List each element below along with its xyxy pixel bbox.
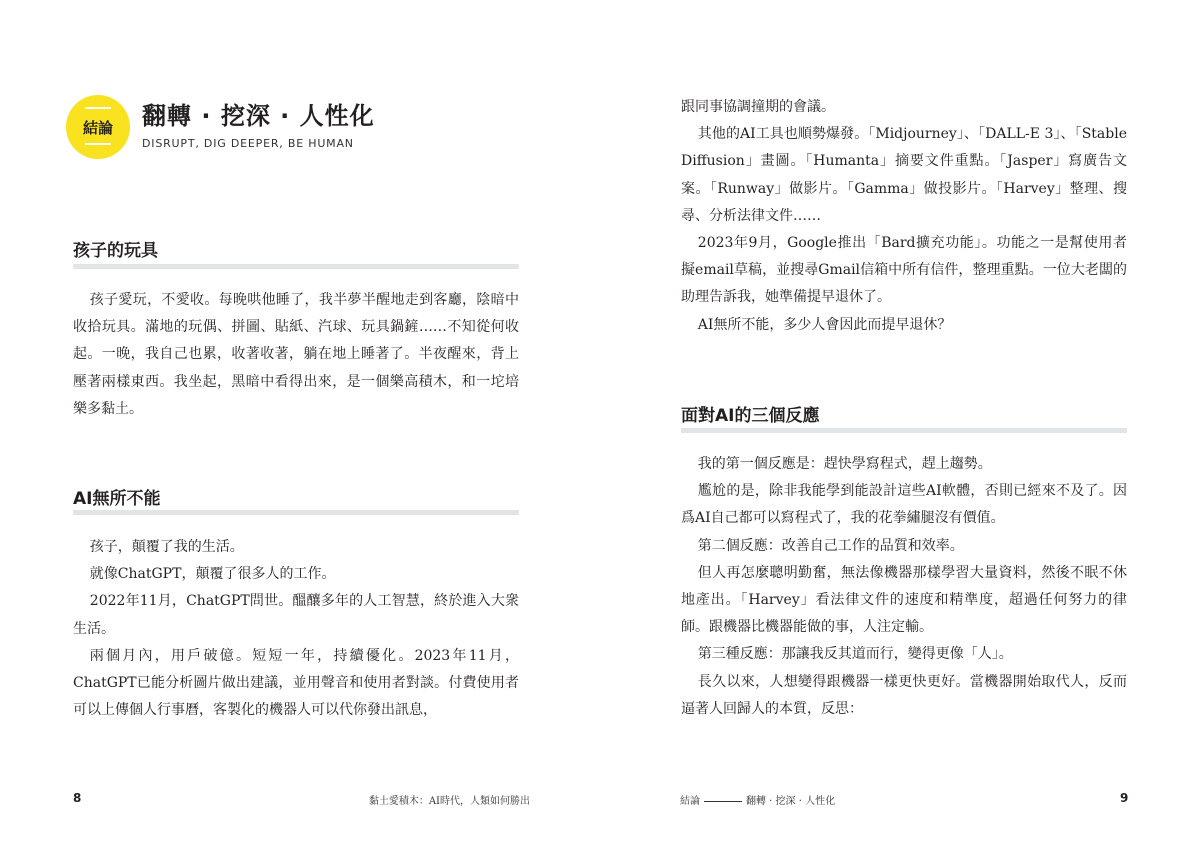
paragraph: 孩子愛玩，不愛收。每晚哄他睡了，我半夢半醒地走到客廳，陰暗中收拾玩具。滿地的玩偶、拼圖、貼紙、汽球、玩具鍋鏟……不知從何收起。一晚，我自己也累，收著收著，躺在地上睡著了。半夜醒來，背上壓著兩樣東西。我坐起，黑暗中看得出來，是一個樂高積木，和一坨培樂多黏土。 xyxy=(73,292,519,417)
section-body-ai-omnipotent xyxy=(73,534,519,724)
section-body-toys xyxy=(73,287,519,423)
running-head: 黏土愛積木：AI時代，人類如何勝出 xyxy=(368,796,530,807)
section-rule xyxy=(73,510,519,515)
chapter-subtitle: DISRUPT, DIG DEEPER, BE HUMAN xyxy=(142,137,354,150)
paragraph: 孩子，顛覆了我的生活。 xyxy=(89,539,244,555)
page-number: 9 xyxy=(1120,791,1129,805)
right-page xyxy=(600,0,1200,851)
section-heading-toys: 孩子的玩具 xyxy=(73,241,158,261)
chapter-title: 翻轉 · 挖深 · 人性化 xyxy=(142,102,375,130)
running-head-rule xyxy=(704,801,742,802)
page-number: 8 xyxy=(73,791,82,805)
badge-stripe-top xyxy=(85,107,111,109)
badge-label: 結論 xyxy=(82,119,113,137)
chapter-badge xyxy=(66,95,130,159)
running-head-chapter: 結論 xyxy=(680,796,700,807)
running-head-title: 翻轉 · 挖深 · 人性化 xyxy=(746,796,836,807)
paragraph: 第二個反應：改善自己工作的品質和效率。 xyxy=(697,537,964,554)
section-heading-ai-omnipotent: AI無所不能 xyxy=(73,489,161,509)
paragraph: AI無所不能，多少人會因此而提早退休？ xyxy=(697,316,952,333)
paragraph: 兩個月內，用戶破億。短短一年，持續優化。2023年11月，ChatGPT已能分析圖片做出建議，並用聲音和使用者對談。付費使用者可以上傳個人行事曆，客製化的機器人可以代你發出訊息， xyxy=(73,647,519,719)
paragraph: 我的第一個反應是：趕快學寫程式，趕上趨勢。 xyxy=(697,456,992,472)
paragraph: 就像ChatGPT，顛覆了很多人的工作。 xyxy=(89,566,336,583)
paragraph: 2023年9月，Google推出「Bard擴充功能」。功能之一是幫使用者擬email草稿，並搜尋Gmail信箱中所有信件，整理重點。一位大老闆的助理告訴我，她準備提早退休了。 xyxy=(681,235,1127,306)
continued-body xyxy=(681,94,1127,339)
paragraph: 但人再怎麼聰明勤奮，無法像機器那樣學習大量資料，然後不眠不休地產出。「Harvey」看法律文件的速度和精準度，超過任何努力的律師。跟機器比機器能做的事，人注定輸。 xyxy=(681,564,1127,636)
paragraph: 第三種反應：那讓我反其道而行，變得更像「人」。 xyxy=(697,646,1013,663)
section-heading-three-reactions: 面對AI的三個反應 xyxy=(681,406,820,426)
badge-stripe-bottom xyxy=(85,143,111,145)
paragraph: 長久以來，人想變得跟機器一樣更快更好。當機器開始取代人，反而逼著人回歸人的本質，反思： xyxy=(681,673,1127,717)
running-head xyxy=(680,792,835,807)
paragraph: 尷尬的是，除非我能學到能設計這些AI軟體，否則已經來不及了。因爲AI自己都可以寫程式了，我的花拳繡腿沒有價值。 xyxy=(681,483,1127,527)
section-body-three-reactions xyxy=(681,451,1127,723)
paragraph: 其他的AI工具也順勢爆發。「Midjourney」、「DALL-E 3」、「Stable Diffusion」畫圖。「Humanta」摘要文件重點。「Jasper」寫廣告文案。「Runway」做影片。「Gamma」做投影片。「Harvey」整理、搜尋、分析法律文件…… xyxy=(681,126,1127,224)
section-rule xyxy=(73,264,519,269)
paragraph: 2022年11月，ChatGPT問世。醞釀多年的人工智慧，終於進入大衆生活。 xyxy=(73,593,519,637)
paragraph: 跟同事協調撞期的會議。 xyxy=(681,99,835,115)
section-rule xyxy=(681,428,1127,433)
